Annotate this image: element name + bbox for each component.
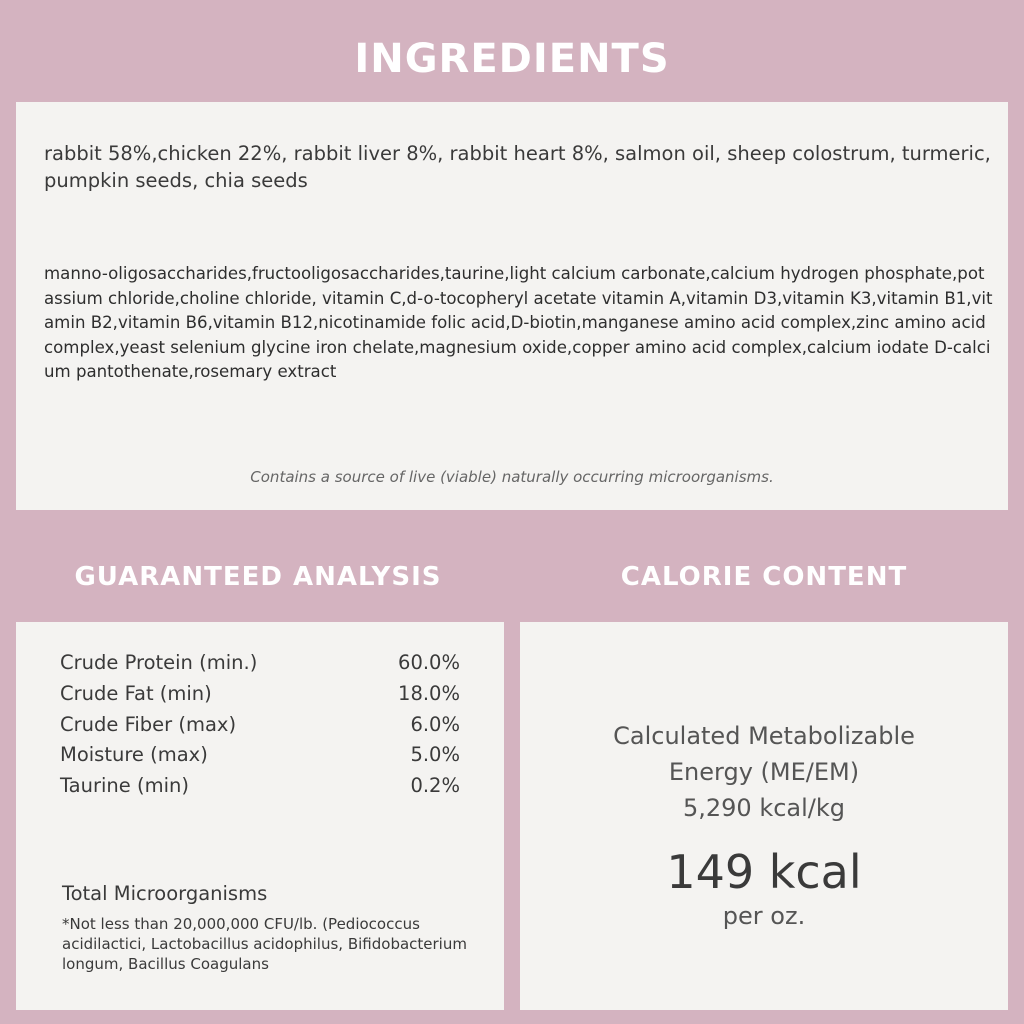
analysis-table	[60, 648, 460, 802]
table-row	[60, 648, 460, 679]
analysis-value: 60.0%	[398, 651, 460, 674]
ingredients-note: Contains a source of live (viable) naturally occurring microorganisms.	[250, 468, 774, 486]
ingredients-title: INGREDIENTS	[354, 36, 670, 82]
analysis-label: Taurine (min)	[60, 774, 189, 798]
analysis-value: 5.0%	[410, 743, 460, 767]
microorganisms-title: Total Microorganisms	[62, 882, 268, 905]
guaranteed-analysis-panel	[16, 622, 504, 1010]
guaranteed-analysis-title: GUARANTEED ANALYSIS	[74, 562, 442, 592]
ingredients-main-list: rabbit 58%,chicken 22%, rabbit liver 8%, rabbit heart 8%, salmon oil, sheep colostrum, turmeric, pumpkin seeds, chia seeds	[44, 142, 991, 192]
calorie-line-2: Energy (ME/EM)	[668, 758, 860, 786]
ingredients-additives-list: manno-oligosaccharides,fructooligosaccharides,taurine,light calcium carbonate,calcium hydrogen phosphate,potassium chloride,choline chloride, vitamin C,d-o-tocopheryl acetate vitamin A,vitamin D3,vitamin K3,vitamin B1,vitamin B2,vitamin B6,vitamin B12,nicotinamide folic acid,D-biotin,manganese amino acid complex,zinc amino acid complex,yeast selenium glycine iron chelate,magnesium oxide,copper amino acid complex,calcium iodate D-calcium pantothenate,rosemary extract	[44, 264, 993, 381]
table-row	[60, 740, 460, 771]
calorie-content-title: CALORIE CONTENT	[620, 562, 908, 592]
calorie-line-1: Calculated Metabolizable	[613, 722, 915, 750]
microorganisms-description: *Not less than 20,000,000 CFU/lb. (Pediococcus acidilactici, Lactobacillus acidophilus, Bifidobacterium longum, Bacillus Coagulans	[62, 915, 467, 973]
table-row	[60, 771, 460, 802]
calorie-description	[520, 718, 1008, 826]
calorie-content-panel	[520, 622, 1008, 1010]
analysis-label: Crude Fat (min)	[60, 681, 212, 705]
ingredients-panel	[16, 102, 1008, 510]
analysis-label: Crude Protein (min.)	[60, 651, 258, 674]
analysis-value: 6.0%	[410, 712, 460, 736]
analysis-value: 18.0%	[398, 681, 460, 705]
calorie-unit: per oz.	[722, 902, 806, 930]
analysis-label: Crude Fiber (max)	[60, 712, 237, 736]
analysis-value: 0.2%	[410, 774, 460, 798]
calorie-line-3: 5,290 kcal/kg	[682, 794, 846, 822]
calorie-big-value: 149 kcal	[666, 845, 862, 899]
table-row	[60, 710, 460, 741]
table-row	[60, 679, 460, 710]
analysis-label: Moisture (max)	[60, 743, 208, 767]
